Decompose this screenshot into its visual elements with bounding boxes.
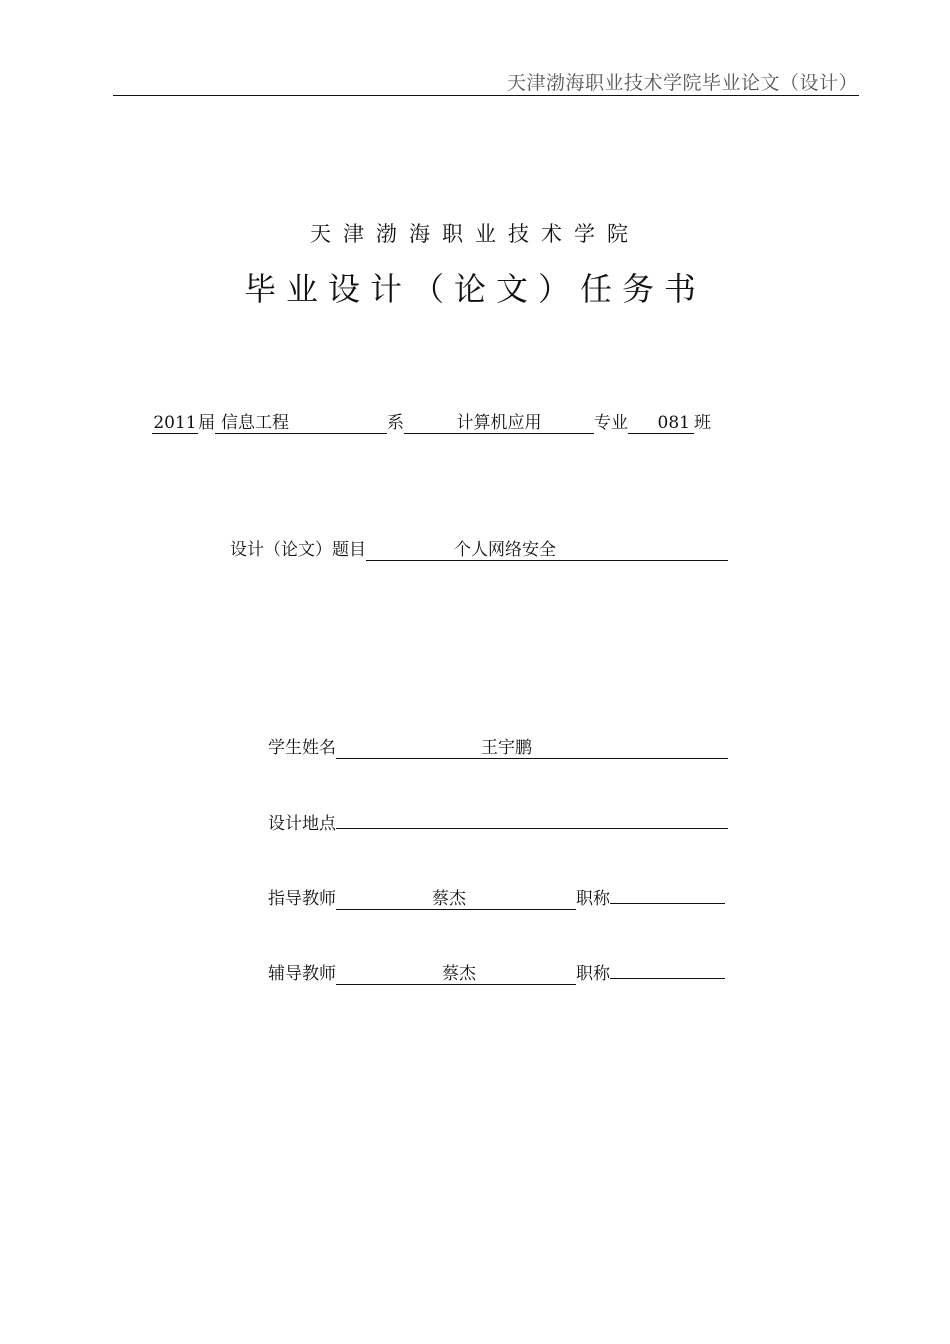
student-line — [268, 733, 728, 759]
topic-field: 个人网络安全 — [366, 540, 728, 561]
location-field — [336, 808, 728, 829]
location-label: 设计地点 — [268, 814, 336, 834]
major-field: 计算机应用 — [404, 413, 594, 434]
advisor-title-label: 职称 — [576, 889, 610, 909]
advisor-field: 蔡杰 — [336, 889, 576, 910]
major-suffix: 专业 — [594, 413, 628, 433]
school-name: 天津渤海职业技术学院 — [310, 222, 640, 246]
class-number-field: 081 — [628, 413, 694, 434]
header-rule — [113, 95, 859, 96]
tutor-label: 辅导教师 — [268, 964, 336, 984]
topic-line — [230, 535, 728, 561]
tutor-line — [268, 958, 725, 985]
advisor-line — [268, 883, 725, 910]
class-info-line — [152, 408, 711, 434]
student-label: 学生姓名 — [268, 738, 336, 758]
tutor-title-label: 职称 — [576, 964, 610, 984]
student-field: 王宇鹏 — [336, 738, 728, 759]
document-title: 毕业设计（论文）任务书 — [243, 270, 706, 308]
year-field: 2011 — [153, 413, 197, 433]
advisor-title-field — [610, 883, 725, 904]
department-field: 信息工程 — [215, 413, 387, 434]
year-suffix: 届 — [198, 413, 215, 433]
tutor-title-field — [610, 958, 725, 979]
advisor-label: 指导教师 — [268, 889, 336, 909]
tutor-field: 蔡杰 — [336, 964, 576, 985]
location-line — [268, 808, 728, 834]
department-suffix: 系 — [387, 413, 404, 433]
class-suffix: 班 — [694, 413, 711, 433]
topic-label: 设计（论文）题目 — [230, 540, 366, 560]
page-header: 天津渤海职业技术学院毕业论文（设计） — [506, 72, 858, 94]
